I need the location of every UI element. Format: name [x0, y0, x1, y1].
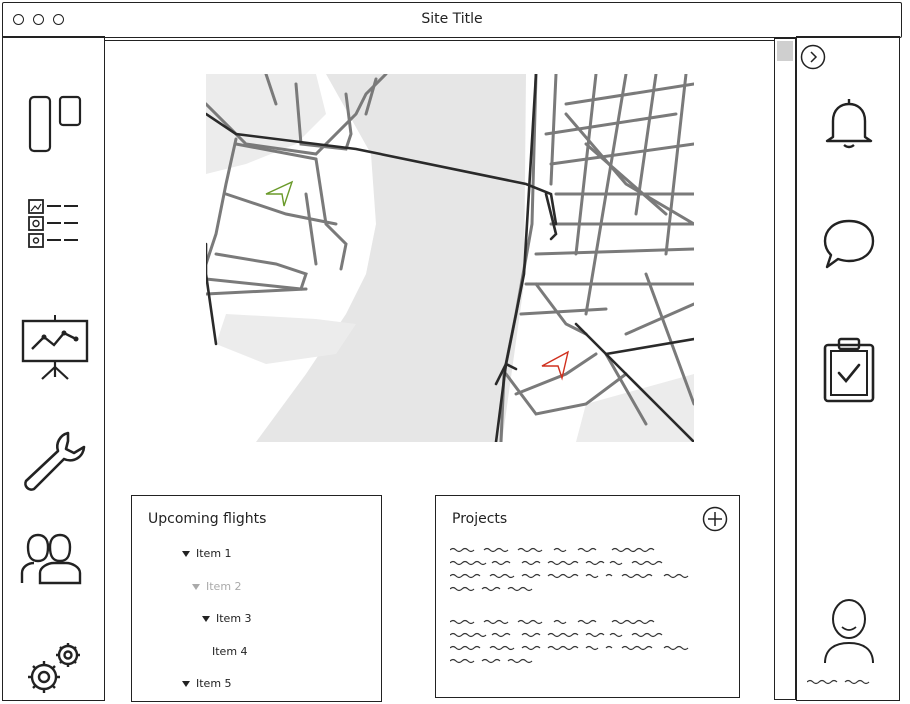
- bell-icon[interactable]: [797, 97, 901, 151]
- map[interactable]: [206, 74, 694, 442]
- gears-icon[interactable]: [3, 637, 106, 699]
- vertical-scrollbar[interactable]: [774, 38, 796, 700]
- tree-item-label: Item 3: [216, 612, 252, 625]
- boards-icon[interactable]: [3, 95, 106, 155]
- projects-placeholder-text: [450, 546, 730, 686]
- tree-item-5[interactable]: [182, 677, 232, 690]
- clipboard-check-icon[interactable]: [797, 337, 901, 403]
- plus-circle-icon[interactable]: [702, 506, 728, 536]
- projects-panel: [435, 495, 740, 698]
- left-sidebar: [2, 36, 105, 701]
- site-title: Site Title: [421, 11, 483, 27]
- upcoming-flights-title: Upcoming flights: [148, 511, 267, 527]
- presentation-chart-icon[interactable]: [3, 315, 106, 381]
- chevron-right-circle-icon[interactable]: [800, 44, 826, 74]
- list-icon[interactable]: [3, 197, 106, 251]
- tree-item-label: Item 4: [212, 645, 248, 658]
- upcoming-flights-panel: [131, 495, 382, 702]
- chat-bubble-icon[interactable]: [797, 217, 901, 273]
- caret-down-icon[interactable]: [182, 681, 190, 687]
- tree-item-3[interactable]: [202, 612, 252, 625]
- scrollbar-thumb[interactable]: [777, 41, 793, 61]
- caret-down-icon[interactable]: [182, 551, 190, 557]
- map-water: [206, 74, 694, 442]
- tree-item-label: Item 1: [196, 547, 232, 560]
- map-marker-green[interactable]: [266, 182, 292, 206]
- tree-item-label: Item 5: [196, 677, 232, 690]
- projects-title: Projects: [452, 511, 508, 527]
- user-avatar-icon[interactable]: [797, 597, 901, 665]
- tree-item-2: [192, 580, 242, 593]
- users-icon[interactable]: [3, 531, 106, 587]
- user-name-placeholder: [807, 677, 877, 687]
- tree-item-1[interactable]: [182, 547, 232, 560]
- wrench-icon[interactable]: [3, 429, 106, 495]
- caret-down-icon[interactable]: [202, 616, 210, 622]
- tree-item-label: Item 2: [206, 580, 242, 593]
- tree-item-4[interactable]: [212, 645, 248, 658]
- right-sidebar: [796, 36, 900, 701]
- title-bar: [2, 2, 902, 38]
- caret-down-icon: [192, 584, 200, 590]
